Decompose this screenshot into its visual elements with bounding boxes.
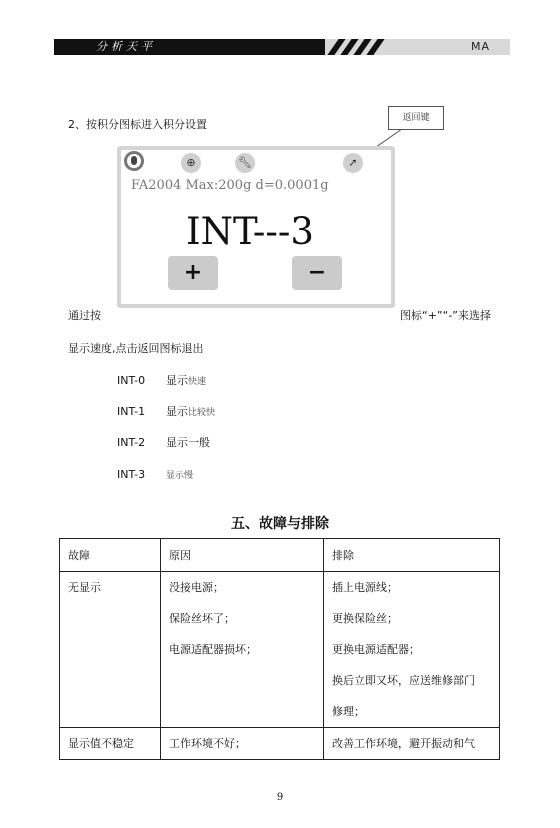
fix-text: 换后立即又坏，应送维修部门 xyxy=(332,674,475,687)
integration-display: INT---3 xyxy=(186,210,314,253)
fault-text: 无显示 xyxy=(68,581,101,594)
cause-cell xyxy=(161,572,324,728)
timer-icon-hand xyxy=(131,156,137,165)
fix-cell xyxy=(324,572,500,728)
select-instruction: 图标“+”“-”来选择 xyxy=(400,309,491,322)
int-description: 显示一般 xyxy=(166,436,210,449)
section-title: 五、故障与排除 xyxy=(231,516,329,532)
header-model: MA xyxy=(471,40,491,53)
exit-instruction: 显示速度,点击返回图标退出 xyxy=(68,342,204,355)
cause-text: 保险丝坏了； xyxy=(169,612,235,625)
target-icon[interactable]: ⊕ xyxy=(181,153,201,173)
back-arrow-icon[interactable]: ➚ xyxy=(343,153,363,173)
int-code: INT-1 xyxy=(117,405,146,418)
cause-text: 电源适配器损坏； xyxy=(169,643,257,656)
fix-text: 修理； xyxy=(332,705,365,718)
balance-spec: FA2004 Max:200g d=0.0001g xyxy=(131,178,329,193)
table-row xyxy=(60,572,500,728)
fix-text: 更换保险丝； xyxy=(332,612,398,625)
table-header-row xyxy=(60,539,500,572)
int-description: 显示比较快 xyxy=(166,405,216,418)
step-instruction: 2、按积分图标进入积分设置 xyxy=(68,118,207,131)
fix-text: 改善工作环境，避开振动和气 xyxy=(332,737,475,750)
table-header-cell: 原因 xyxy=(161,539,324,572)
press-instruction: 通过按 xyxy=(68,309,101,322)
fault-cell xyxy=(60,728,161,760)
header-title: 分析天平 xyxy=(96,40,156,53)
wrench-icon[interactable]: 🔧︎ xyxy=(235,153,255,173)
fault-text: 显示值不稳定 xyxy=(68,737,134,750)
cause-text: 工作环境不好； xyxy=(169,737,246,750)
troubleshooting-table xyxy=(59,538,500,760)
table-header-cell: 排除 xyxy=(324,539,500,572)
return-key-callout: 返回键 xyxy=(388,106,444,130)
cause-text: 没接电源； xyxy=(169,581,224,594)
cause-cell xyxy=(161,728,324,760)
fix-text: 更换电源适配器； xyxy=(332,643,420,656)
minus-button[interactable]: − xyxy=(292,256,342,290)
int-code: INT-3 xyxy=(117,468,146,481)
int-code: INT-0 xyxy=(117,374,146,387)
page-number: 9 xyxy=(276,792,284,803)
fix-text: 插上电源线； xyxy=(332,581,398,594)
fault-cell xyxy=(60,572,161,728)
int-description: 显示慢 xyxy=(166,471,194,481)
table-header-cell: 故障 xyxy=(60,539,161,572)
fix-cell xyxy=(324,728,500,760)
table-row xyxy=(60,728,500,760)
int-code: INT-2 xyxy=(117,436,146,449)
int-description: 显示快速 xyxy=(166,374,207,387)
plus-button[interactable]: + xyxy=(168,256,218,290)
